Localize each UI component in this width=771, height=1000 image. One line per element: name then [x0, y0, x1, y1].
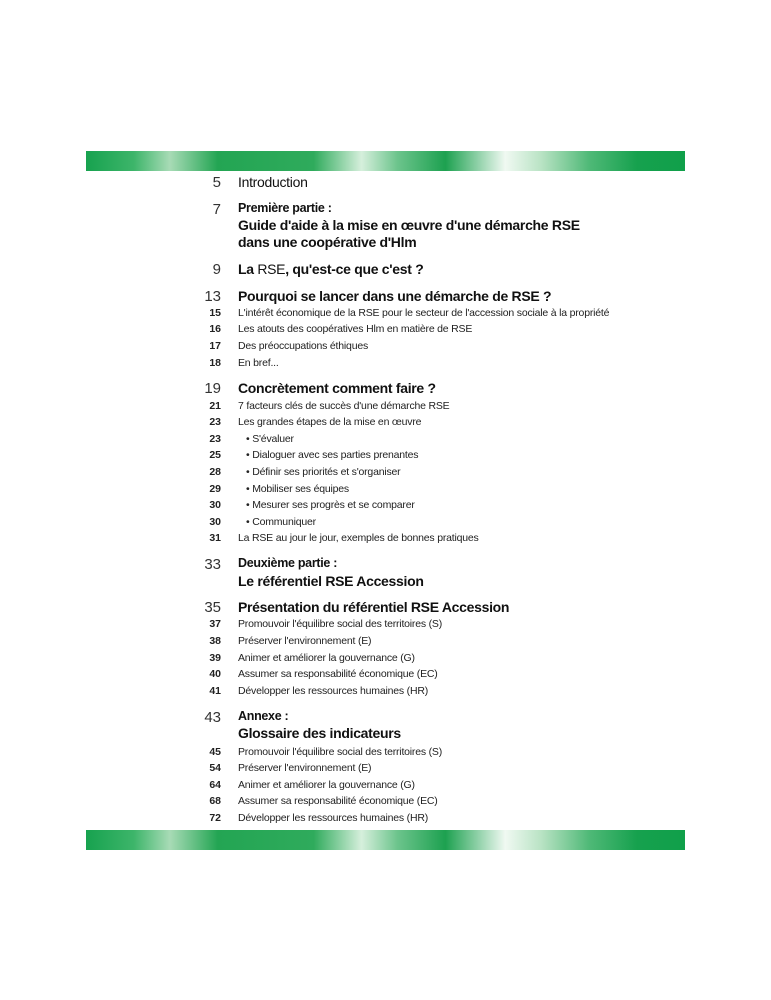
page-number: 25: [209, 449, 221, 461]
entry-title: Développer les ressources humaines (HR): [238, 812, 429, 824]
page-number: 29: [209, 483, 221, 495]
page-number: 64: [209, 779, 221, 791]
page-number: 35: [204, 599, 221, 616]
page-number: 19: [204, 380, 221, 397]
page-number: 9: [212, 261, 221, 278]
part-title-line: Glossaire des indicateurs: [238, 725, 401, 741]
entry-title: L'intérêt économique de la RSE pour le secteur de l'accession sociale à la propriété: [238, 307, 610, 319]
page-number: 30: [209, 499, 221, 511]
page-number: 31: [209, 532, 221, 544]
entry-title: Développer les ressources humaines (HR): [238, 685, 429, 697]
entry-title: 7 facteurs clés de succès d'une démarche RSE: [238, 400, 450, 412]
entry-title: Présentation du référentiel RSE Accession: [238, 599, 510, 615]
page-number: 43: [204, 709, 221, 726]
entry-title: Concrètement comment faire ?: [238, 380, 436, 396]
part-label: Annexe :: [238, 709, 289, 723]
page-number: 30: [209, 516, 221, 528]
entry-title-post: , qu'est-ce que c'est ?: [285, 261, 424, 277]
part-title-line: Le référentiel RSE Accession: [238, 573, 424, 589]
entry-title: Les atouts des coopératives Hlm en matière de RSE: [238, 323, 473, 335]
page-number: 38: [209, 635, 221, 647]
page-number: 15: [209, 307, 221, 319]
page-number: 54: [209, 762, 221, 774]
page-number: 13: [204, 288, 221, 305]
page-number: 68: [209, 795, 221, 807]
entry-title: [238, 261, 423, 277]
page-number: 28: [209, 466, 221, 478]
entry-title: • Communiquer: [246, 516, 316, 528]
entry-title: En bref...: [238, 357, 279, 369]
entry-title: Assumer sa responsabilité économique (EC): [238, 795, 438, 807]
entry-title: La RSE au jour le jour, exemples de bonnes pratiques: [238, 532, 479, 544]
page-number: 7: [212, 201, 221, 218]
page-number: 5: [212, 174, 221, 191]
entry-title: • S'évaluer: [246, 433, 294, 445]
entry-title: Promouvoir l'équilibre social des territoires (S): [238, 618, 443, 630]
page-number: 33: [204, 556, 221, 573]
page-number: 41: [209, 685, 221, 697]
part-label: Première partie :: [238, 201, 332, 215]
page-number: 45: [209, 746, 221, 758]
entry-title: Préserver l'environnement (E): [238, 762, 372, 774]
page-number: 72: [209, 812, 221, 824]
part-label: Deuxième partie :: [238, 556, 338, 570]
page-number: 21: [209, 400, 221, 412]
entry-title: Des préoccupations éthiques: [238, 340, 369, 352]
entry-title: • Mesurer ses progrès et se comparer: [246, 499, 415, 511]
bottom-green-band: [86, 830, 685, 850]
entry-title: Promouvoir l'équilibre social des territoires (S): [238, 746, 443, 758]
entry-title: Pourquoi se lancer dans une démarche de RSE ?: [238, 288, 552, 304]
entry-title: Animer et améliorer la gouvernance (G): [238, 652, 415, 664]
entry-title-pre: La: [238, 261, 258, 277]
page-number: 37: [209, 618, 221, 630]
entry-title: Préserver l'environnement (E): [238, 635, 372, 647]
entry-title: • Mobiliser ses équipes: [246, 483, 349, 495]
entry-title: • Définir ses priorités et s'organiser: [246, 466, 401, 478]
entry-title-acronym: RSE: [257, 261, 286, 277]
part-title-line: dans une coopérative d'Hlm: [238, 234, 417, 250]
entry-title: Les grandes étapes de la mise en œuvre: [238, 416, 422, 428]
entry-title: Introduction: [238, 174, 308, 190]
page-number: 16: [209, 323, 221, 335]
page-number: 17: [209, 340, 221, 352]
entry-title: • Dialoguer avec ses parties prenantes: [246, 449, 419, 461]
page-number: 40: [209, 668, 221, 680]
page-number: 18: [209, 357, 221, 369]
page-number: 23: [209, 433, 221, 445]
page-number: 23: [209, 416, 221, 428]
entry-title: Assumer sa responsabilité économique (EC): [238, 668, 438, 680]
page-number: 39: [209, 652, 221, 664]
entry-title: Animer et améliorer la gouvernance (G): [238, 779, 415, 791]
part-title-line: Guide d'aide à la mise en œuvre d'une démarche RSE: [238, 217, 580, 233]
